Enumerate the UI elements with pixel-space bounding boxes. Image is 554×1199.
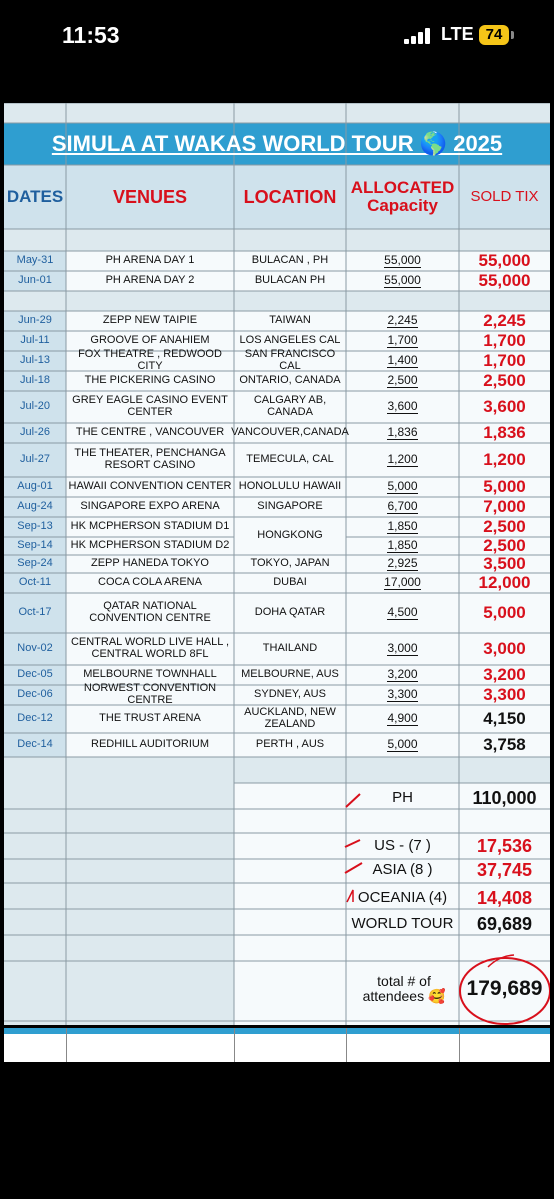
capacity-value: 1,836 (387, 424, 418, 439)
row-date: Dec-12 (17, 712, 53, 725)
capacity-value: 3,600 (387, 398, 418, 413)
row-venue: HK MCPHERSON STADIUM D1 (70, 520, 230, 533)
row-location: DUBAI (273, 576, 307, 589)
row-venue: ZEPP HANEDA TOKYO (91, 557, 209, 570)
capacity-value: 6,700 (387, 498, 418, 513)
row-location: SYDNEY, AUS (254, 688, 326, 701)
capacity-value: 2,500 (387, 372, 418, 387)
row-venue: HAWAII CONVENTION CENTER (68, 480, 232, 493)
tour-table-image (4, 103, 550, 1025)
capacity-value: 55,000 (384, 272, 421, 287)
row-location: CALGARY AB, CANADA (253, 394, 327, 418)
row-sold: 55,000 (478, 251, 531, 271)
row-date: Jul-13 (20, 354, 50, 367)
row-venue: CENTRAL WORLD LIVE HALL , CENTRAL WORLD 8FL (70, 636, 230, 660)
row-location: AUCKLAND, NEW ZEALAND (244, 706, 336, 730)
row-location: PERTH , AUS (255, 738, 325, 751)
capacity-value: 1,850 (387, 537, 418, 552)
row-sold: 2,245 (483, 311, 526, 331)
row-date: Oct-11 (18, 576, 52, 589)
capacity-value: 3,000 (387, 640, 418, 655)
row-location: BULACAN PH (254, 274, 326, 287)
row-sold: 3,300 (483, 685, 526, 705)
battery-tip (511, 31, 514, 39)
capacity-value: 4,900 (387, 710, 418, 725)
summary-asia-label: ASIA (8 ) (372, 861, 433, 879)
row-venue: COCA COLA ARENA (98, 576, 202, 589)
row-location: ONTARIO, CANADA (239, 374, 341, 387)
header-venues: VENUES (112, 186, 188, 207)
header-allocated: ALLOCATED Capacity (350, 178, 455, 215)
row-sold: 55,000 (478, 271, 531, 291)
row-venue: THE PICKERING CASINO (84, 374, 216, 387)
row-location: HONOLULU HAWAII (238, 480, 342, 493)
row-sold: 3,000 (483, 639, 526, 659)
row-date: Sep-24 (17, 557, 53, 570)
capacity-value: 2,245 (387, 312, 418, 327)
cropped-table-strip (4, 1028, 550, 1062)
row-venue: GROOVE OF ANAHIEM (90, 334, 210, 347)
handwritten-marks (4, 103, 550, 1025)
signal-icon (404, 28, 434, 44)
row-date: Dec-05 (17, 668, 53, 681)
summary-us-value: 17,536 (476, 835, 533, 856)
row-date: Jul-18 (20, 374, 50, 387)
row-sold: 1,836 (483, 423, 526, 443)
row-date: Aug-24 (17, 500, 53, 513)
row-location: MELBOURNE, AUS (241, 668, 339, 681)
row-location: TAIWAN (269, 314, 311, 327)
row-venue: THE CENTRE , VANCOUVER (75, 426, 225, 439)
capacity-value: 3,200 (387, 666, 418, 681)
summary-oceania-label: OCEANIA (4) (357, 889, 448, 907)
row-sold: 3,758 (483, 735, 526, 755)
row-location: THAILAND (262, 642, 318, 655)
row-location: DOHA QATAR (254, 606, 326, 619)
row-sold: 2,500 (483, 536, 526, 556)
row-venue: PH ARENA DAY 2 (105, 274, 195, 287)
table-title: SIMULA AT WAKAS WORLD TOUR 🌎 2025 (51, 131, 503, 157)
row-location: VANCOUVER,CANADA (231, 426, 349, 439)
capacity-value: 2,925 (387, 555, 418, 570)
capacity-value: 1,850 (387, 518, 418, 533)
summary-ph-value: 110,000 (472, 787, 537, 808)
network-type: LTE (441, 24, 474, 44)
row-date: Jul-20 (20, 400, 50, 413)
summary-world-value: 69,689 (476, 913, 533, 934)
summary-world-label: WORLD TOUR (351, 915, 454, 933)
row-date: Jul-26 (20, 426, 50, 439)
row-venue: SINGAPORE EXPO ARENA (80, 500, 220, 513)
row-sold: 12,000 (478, 573, 531, 593)
header-location: LOCATION (243, 186, 337, 207)
summary-oceania-value: 14,408 (476, 887, 533, 908)
row-venue: MELBOURNE TOWNHALL (83, 668, 217, 681)
row-date: Jun-29 (18, 314, 52, 327)
row-sold: 7,000 (483, 497, 526, 517)
capacity-value: 1,200 (387, 451, 418, 466)
row-location: TEMECULA, CAL (246, 453, 334, 466)
capacity-value: 3,300 (387, 686, 418, 701)
row-sold: 5,000 (483, 603, 526, 623)
capacity-value: 1,400 (387, 352, 418, 367)
row-location: BULACAN , PH (251, 254, 329, 267)
capacity-value: 17,000 (384, 574, 421, 589)
row-date: Aug-01 (17, 480, 53, 493)
battery-icon: 74 (479, 25, 509, 45)
row-sold: 1,700 (483, 351, 526, 371)
summary-us-label: US - (7 ) (374, 837, 431, 855)
row-venue: HK MCPHERSON STADIUM D2 (70, 539, 230, 552)
capacity-value: 5,000 (387, 736, 418, 751)
row-sold: 4,150 (483, 709, 526, 729)
row-location: HONGKONG (257, 529, 323, 542)
capacity-value: 1,700 (387, 332, 418, 347)
capacity-value: 55,000 (384, 252, 421, 267)
row-date: Jul-11 (20, 334, 50, 347)
row-sold: 3,600 (483, 397, 526, 417)
row-venue: NORWEST CONVENTION CENTRE (83, 682, 217, 706)
row-date: Sep-13 (17, 520, 53, 533)
summary-total-label: total # of attendees 🥰 (362, 973, 446, 1004)
row-sold: 5,000 (483, 477, 526, 497)
row-sold: 3,500 (483, 554, 526, 574)
row-date: Dec-06 (17, 688, 53, 701)
row-sold: 1,200 (483, 450, 526, 470)
row-date: Sep-14 (17, 539, 53, 552)
row-date: Jul-27 (20, 453, 50, 466)
row-date: Oct-17 (18, 606, 52, 619)
row-venue: REDHILL AUDITORIUM (91, 738, 209, 751)
row-venue: FOX THEATRE , REDWOOD CITY (78, 348, 222, 372)
summary-total-value: 179,689 (466, 976, 543, 1000)
row-sold: 2,500 (483, 517, 526, 537)
row-location: TOKYO, JAPAN (250, 557, 330, 570)
row-venue: GREY EAGLE CASINO EVENT CENTER (72, 394, 228, 418)
row-venue: PH ARENA DAY 1 (105, 254, 195, 267)
row-sold: 2,500 (483, 371, 526, 391)
row-location: SAN FRANCISCO CAL (244, 348, 336, 372)
summary-asia-value: 37,745 (476, 859, 533, 880)
capacity-value: 5,000 (387, 478, 418, 493)
row-date: Dec-14 (17, 738, 53, 751)
row-venue: THE TRUST ARENA (99, 712, 201, 725)
summary-ph-label: PH (392, 789, 413, 807)
row-date: Jun-01 (18, 274, 52, 287)
row-location: SINGAPORE (257, 500, 323, 513)
row-date: Nov-02 (17, 642, 53, 655)
row-sold: 1,700 (483, 331, 526, 351)
row-date: May-31 (16, 254, 54, 267)
clock: 11:53 (62, 22, 120, 48)
header-dates: DATES (6, 187, 64, 207)
row-venue: QATAR NATIONAL CONVENTION CENTRE (89, 600, 211, 624)
capacity-value: 4,500 (387, 604, 418, 619)
row-sold: 3,200 (483, 665, 526, 685)
row-venue: THE THEATER, PENCHANGA RESORT CASINO (74, 447, 226, 471)
header-sold: SOLD TIX (470, 188, 539, 206)
status-bar (0, 0, 554, 72)
row-venue: ZEPP NEW TAIPIE (102, 314, 198, 327)
row-location: LOS ANGELES CAL (239, 334, 341, 347)
